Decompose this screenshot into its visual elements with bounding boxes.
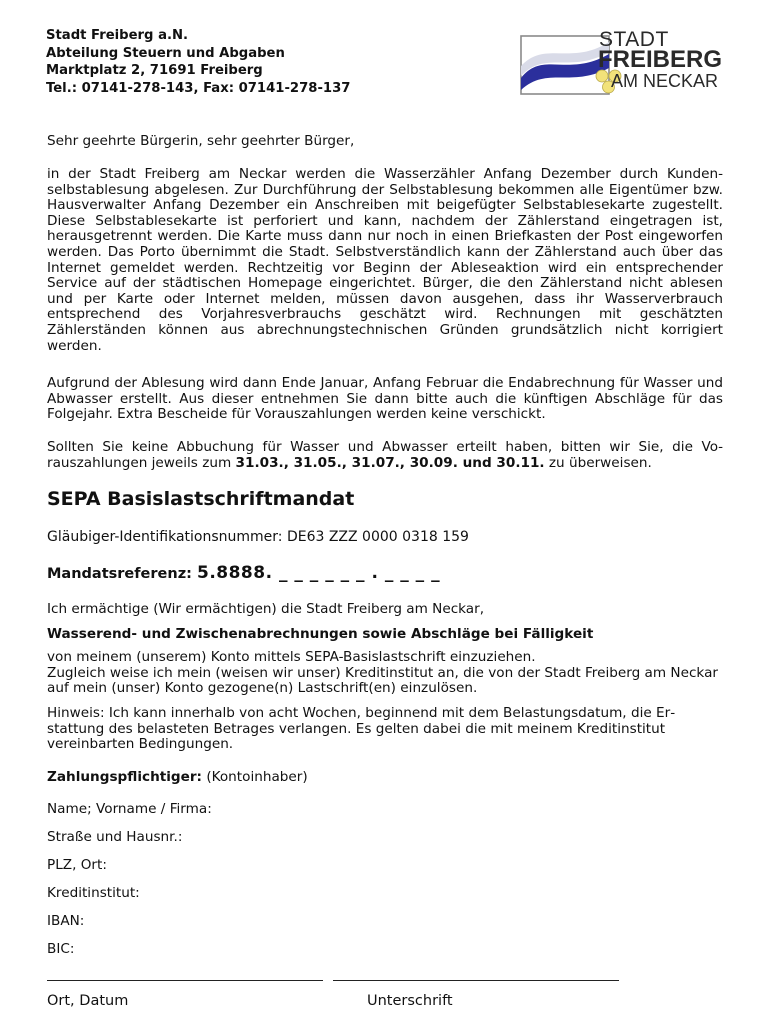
field-iban: IBAN: xyxy=(47,913,85,929)
paragraph-prepayment xyxy=(47,440,723,471)
field-name: Name; Vorname / Firma: xyxy=(47,801,212,817)
field-street: Straße und Hausnr.: xyxy=(47,829,183,845)
mandate-text: von meinem (unserem) Konto mittels SEPA-Basislastschrift einzuziehen. Zugleich weise ich mein (weisen wir unser) Kreditinstitut an, die von der Stadt Freiberg am Neckar auf mein (unser) Konto gezogene(n) Lastschrift(en) einzulösen. xyxy=(47,649,718,697)
place-date-line xyxy=(47,980,323,981)
mandate-purpose: Wasserend- und Zwischenabrechnungen sowie Abschläge bei Fälligkeit xyxy=(47,626,594,642)
sender-street: Marktplatz 2, 71691 Freiberg xyxy=(46,63,263,78)
field-bic: BIC: xyxy=(47,941,75,957)
authorization-text: Ich ermächtige (Wir ermächtigen) die Stadt Freiberg am Neckar, xyxy=(47,601,485,617)
sepa-title: SEPA Basislastschriftmandat xyxy=(47,488,355,510)
sender-phone-fax: Tel.: 07141-278-143, Fax: 07141-278-137 xyxy=(46,80,351,96)
logo-word-stadt: STADT xyxy=(599,28,669,51)
prepayment-text-end: zu überweisen. xyxy=(544,454,652,471)
city-logo xyxy=(510,30,725,100)
field-zip-city: PLZ, Ort: xyxy=(47,857,107,873)
paragraph-meter-reading: in der Stadt Freiberg am Neckar werden die Wasserzähler Anfang Dezember durch Kundenselbstablesung abgelesen. Zur Durchführung der Selbstablesung bekommen alle Eigentümer bzw. Hausverwalter Anfang Dezember ein Anschreiben mit beigefügter Selbstablesekarte zugestellt. Diese Selbstablesekarte ist perforiert und kann, nachdem der Zählerstand eingetragen ist, herausgetrennt werden. Die Karte muss dann nur noch in einen Briefkasten der Post eingeworfen werden. Das Porto übernimmt die Stadt. Selbstverständlich kann der Zählerstand auch über das Internet gemeldet werden. Rechtzeitig vor Beginn der Ableseaktion wird ein entsprechender Service auf der städtischen Homepage eingerichtet. Bürger, die den Zählerstand nicht ablesen und per Karte oder Internet melden, müssen davon ausgehen, dass ihr Wasserverbrauch entsprechend des Vorjahresverbrauchs geschätzt wird. Rechnungen mit geschätzten Zählerständen können aus abrechnungstechnischen Gründen grundsätzlich nicht korrigiert werden. xyxy=(47,166,723,354)
payer-heading xyxy=(47,769,308,785)
logo-word-am-neckar: AM NECKAR xyxy=(611,71,719,91)
prepayment-text-start: Sollten Sie keine Abbuchung für Wasser und Abwasser erteilt haben, bitten wir Sie, die Vorauszahlungen jeweils zum xyxy=(47,439,723,471)
prepayment-dates: 31.03., 31.05., 31.07., 30.09. und 30.11. xyxy=(235,454,545,471)
payer-label-suffix: (Kontoinhaber) xyxy=(202,769,308,785)
mandate-reference-value: 5.8888. _ _ _ _ _ _ . _ _ _ _ xyxy=(196,563,441,583)
sender-address xyxy=(46,27,350,97)
mandate-reference xyxy=(47,563,440,583)
field-bank: Kreditinstitut: xyxy=(47,885,140,901)
sender-name: Stadt Freiberg a.N. xyxy=(46,28,189,43)
signature-line xyxy=(333,980,619,981)
refund-note: Hinweis: Ich kann innerhalb von acht Wochen, beginnend mit dem Belastungsdatum, die Erstattung des belasteten Betrages verlangen. Es gelten dabei die mit meinem Kreditinstitut vereinbarten Bedingungen. xyxy=(47,705,676,753)
creditor-id: Gläubiger-Identifikationsnummer: DE63 ZZZ 0000 0318 159 xyxy=(47,529,469,545)
mandate-reference-label: Mandatsreferenz: xyxy=(47,566,197,582)
paragraph-final-invoice: Aufgrund der Ablesung wird dann Ende Januar, Anfang Februar die Endabrechnung für Wasser und Abwasser erstellt. Aus dieser entnehmen Sie dann bitte auch die künftigen Abschläge für das Folgejahr. Extra Bescheide für Vorauszahlungen werden keine verschickt. xyxy=(47,375,723,423)
logo-word-freiberg: FREIBERG xyxy=(598,46,723,73)
sender-department: Abteilung Steuern und Abgaben xyxy=(46,45,285,61)
payer-label: Zahlungspflichtiger: xyxy=(47,769,202,785)
place-date-label: Ort, Datum xyxy=(47,993,129,1009)
salutation: Sehr geehrte Bürgerin, sehr geehrter Bürger, xyxy=(47,133,355,149)
signature-label: Unterschrift xyxy=(367,993,453,1009)
